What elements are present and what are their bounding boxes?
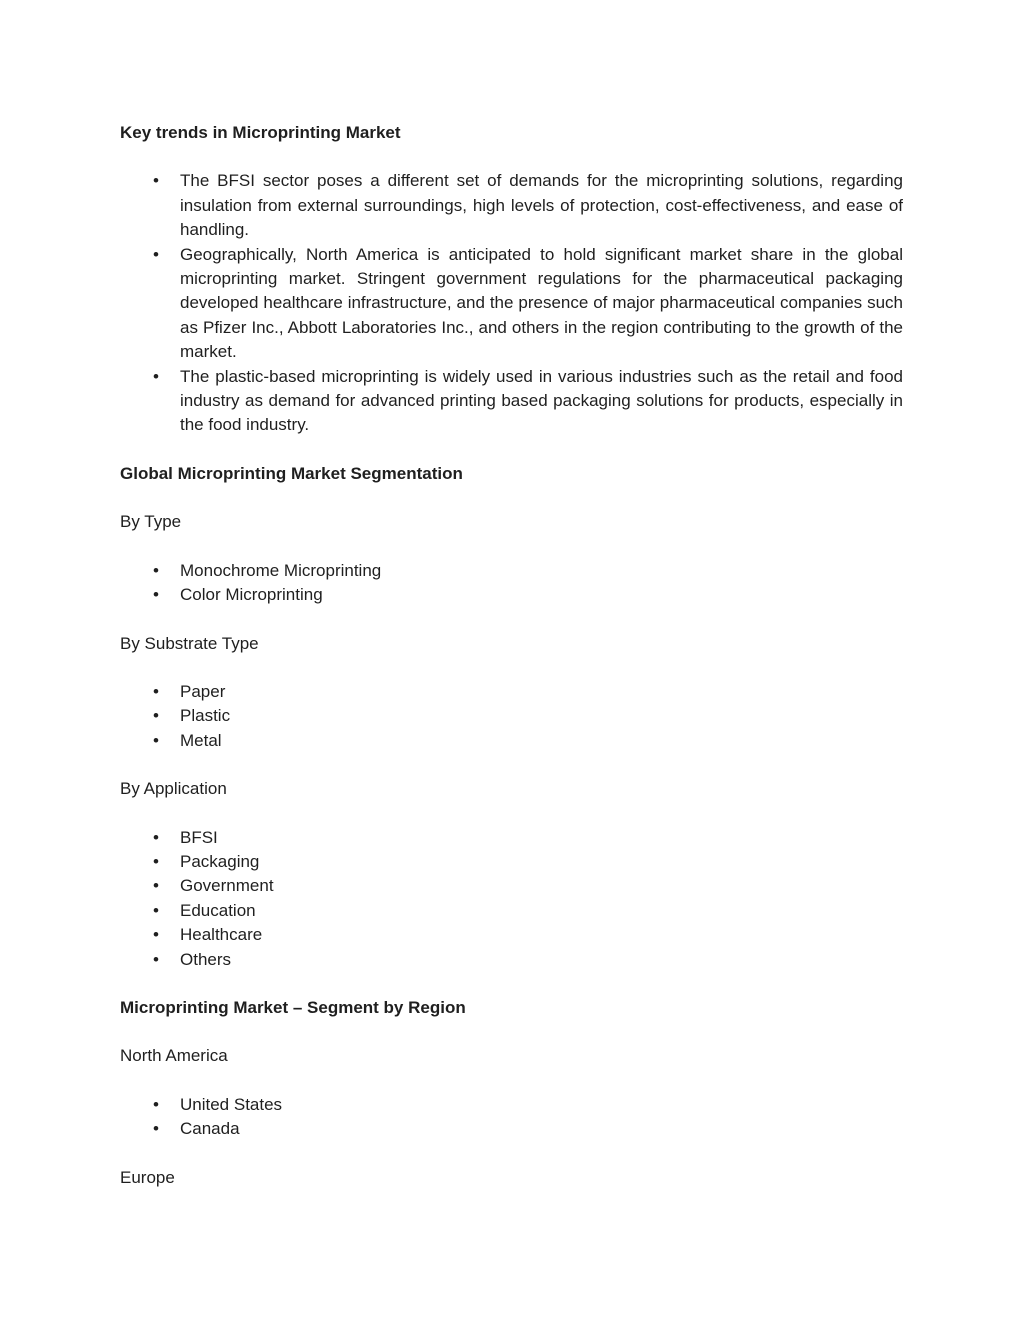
bullet-icon: • [153, 366, 159, 386]
list-item: • Others [120, 948, 903, 972]
bullet-icon: • [153, 244, 159, 264]
list-item: • The BFSI sector poses a different set of demands for the microprinting solutions, regarding insulation from external surroundings, high levels of protection, cost-effectiveness, and ease of handling. [120, 169, 903, 242]
segmentation-heading: Global Microprinting Market Segmentation [120, 463, 463, 483]
list-item: • Geographically, North America is anticipated to hold significant market share in the global microprinting market. Stringent government regulations for the pharmaceutical packaging developed healthcare infrastructure, and the presence of major pharmaceutical companies such as Pfizer Inc., Abbott Laboratories Inc., and others in the region contributing to the growth of the market. [120, 243, 903, 365]
by-type-label: By Type [120, 512, 182, 532]
bullet-icon: • [153, 681, 159, 701]
list-item: • United States [120, 1093, 903, 1117]
north-america-label: North America [120, 1046, 228, 1066]
bullet-icon: • [153, 730, 159, 750]
bullet-icon: • [153, 171, 159, 191]
bullet-icon: • [153, 900, 159, 920]
bullet-icon: • [153, 949, 159, 969]
bullet-icon: • [153, 585, 159, 605]
list-item: • Canada [120, 1117, 903, 1141]
europe-label: Europe [120, 1167, 175, 1187]
list-item: • Packaging [120, 850, 903, 874]
by-application-list [120, 826, 903, 972]
bullet-icon: • [153, 851, 159, 871]
bullet-icon: • [153, 827, 159, 847]
bullet-icon: • [153, 706, 159, 726]
list-item: • Healthcare [120, 923, 903, 947]
list-item: • The plastic-based microprinting is widely used in various industries such as the retail and food industry as demand for advanced printing based packaging solutions for products, especially in the food industry. [120, 365, 903, 438]
list-item: • Metal [120, 729, 903, 753]
bullet-icon: • [153, 876, 159, 896]
list-item: • Government [120, 874, 903, 898]
list-item: • Paper [120, 680, 903, 704]
bullet-icon: • [153, 925, 159, 945]
list-item: • BFSI [120, 826, 903, 850]
by-application-label: By Application [120, 779, 227, 799]
by-substrate-label: By Substrate Type [120, 633, 259, 653]
document-page [120, 121, 903, 1190]
key-trends-list [120, 169, 903, 437]
list-item: • Education [120, 899, 903, 923]
bullet-icon: • [153, 1094, 159, 1114]
list-item: • Plastic [120, 704, 903, 728]
list-item: • Monochrome Microprinting [120, 559, 903, 583]
region-heading: Microprinting Market – Segment by Region [120, 997, 466, 1017]
key-trends-heading: Key trends in Microprinting Market [120, 123, 401, 142]
bullet-icon: • [153, 1119, 159, 1139]
by-substrate-list [120, 680, 903, 753]
by-type-list [120, 559, 903, 608]
north-america-list [120, 1093, 903, 1142]
list-item: • Color Microprinting [120, 583, 903, 607]
bullet-icon: • [153, 560, 159, 580]
